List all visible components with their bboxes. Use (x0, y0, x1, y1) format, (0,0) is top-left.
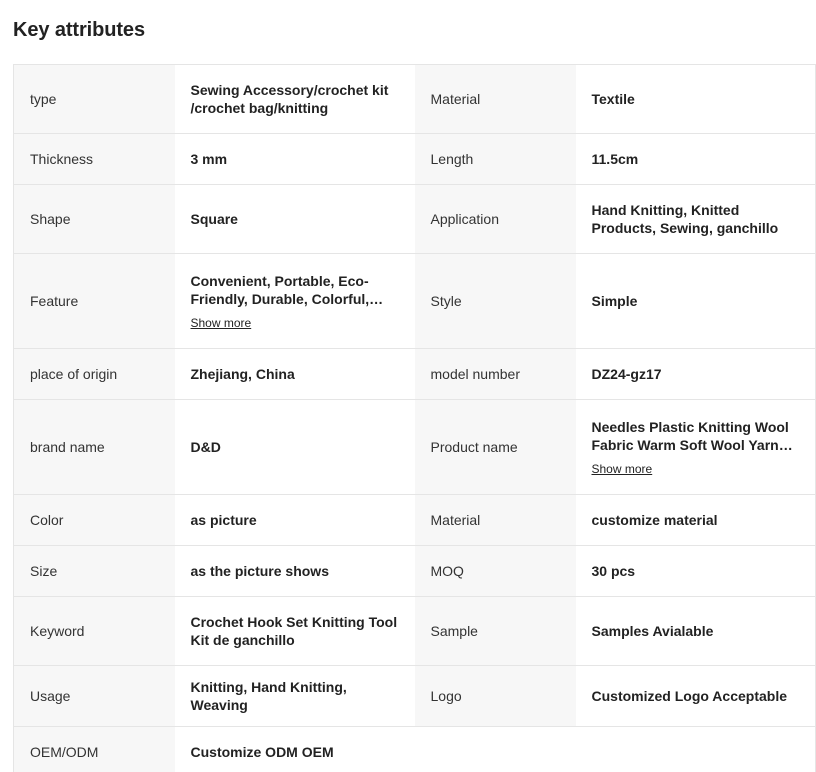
attribute-label: place of origin (14, 349, 175, 400)
table-row (14, 134, 816, 185)
attribute-label: Feature (14, 254, 175, 349)
empty-cell (576, 727, 816, 772)
attribute-value: Knitting, Hand Knitting, Weaving (175, 666, 415, 727)
attribute-label: Material (415, 495, 576, 546)
attribute-value: Simple (576, 254, 816, 349)
attribute-label: OEM/ODM (14, 727, 175, 772)
attribute-value: Sewing Accessory/crochet kit /crochet bag/knitting (175, 65, 415, 134)
attribute-label: Length (415, 134, 576, 185)
key-attributes-table (13, 64, 816, 772)
attribute-value: Hand Knitting, Knitted Products, Sewing, ganchillo (576, 185, 816, 254)
empty-cell (415, 727, 576, 772)
attribute-value-expandable (576, 400, 816, 495)
table-row (14, 666, 816, 727)
table-row (14, 65, 816, 134)
attribute-label: Shape (14, 185, 175, 254)
attribute-value: Samples Avialable (576, 597, 816, 666)
attribute-value-text: Needles Plastic Knitting Wool Fabric Warm Soft Wool Yarn (591, 418, 789, 453)
attribute-value: Square (175, 185, 415, 254)
section-title: Key attributes (13, 19, 145, 41)
attribute-value: as the picture shows (175, 546, 415, 597)
attribute-value: Customized Logo Acceptable (576, 666, 816, 727)
attribute-label: Keyword (14, 597, 175, 666)
attribute-value: DZ24-gz17 (576, 349, 816, 400)
attribute-label: Size (14, 546, 175, 597)
attribute-value: Customize ODM OEM (175, 727, 415, 772)
attribute-value: 3 mm (175, 134, 415, 185)
attribute-label: brand name (14, 400, 175, 495)
attribute-value: Crochet Hook Set Knitting Tool Kit de ganchillo (175, 597, 415, 666)
attribute-value: D&D (175, 400, 415, 495)
attribute-label: model number (415, 349, 576, 400)
attribute-label: type (14, 65, 175, 134)
table-row (14, 546, 816, 597)
attribute-label: Style (415, 254, 576, 349)
attribute-label: Product name (415, 400, 576, 495)
attribute-value: 11.5cm (576, 134, 816, 185)
table-row (14, 400, 816, 495)
attribute-label: Sample (415, 597, 576, 666)
attribute-label: Material (415, 65, 576, 134)
show-more-link[interactable]: Show more (591, 461, 653, 476)
table-row (14, 254, 816, 349)
attribute-value-expandable (175, 254, 415, 349)
attribute-label: Usage (14, 666, 175, 727)
attribute-value: 30 pcs (576, 546, 816, 597)
attribute-value: Zhejiang, China (175, 349, 415, 400)
attribute-label: Thickness (14, 134, 175, 185)
table-row (14, 597, 816, 666)
attribute-label: MOQ (415, 546, 576, 597)
attribute-value: customize material (576, 495, 816, 546)
table-row (14, 495, 816, 546)
attribute-value-text: Convenient, Portable, Eco-Friendly, Durable, Colorful, (190, 272, 370, 307)
attribute-value: Textile (576, 65, 816, 134)
table-row (14, 185, 816, 254)
table-row (14, 727, 816, 772)
attribute-label: Application (415, 185, 576, 254)
attribute-label: Color (14, 495, 175, 546)
table-row (14, 349, 816, 400)
attribute-value: as picture (175, 495, 415, 546)
show-more-link[interactable]: Show more (190, 315, 252, 330)
attribute-label: Logo (415, 666, 576, 727)
